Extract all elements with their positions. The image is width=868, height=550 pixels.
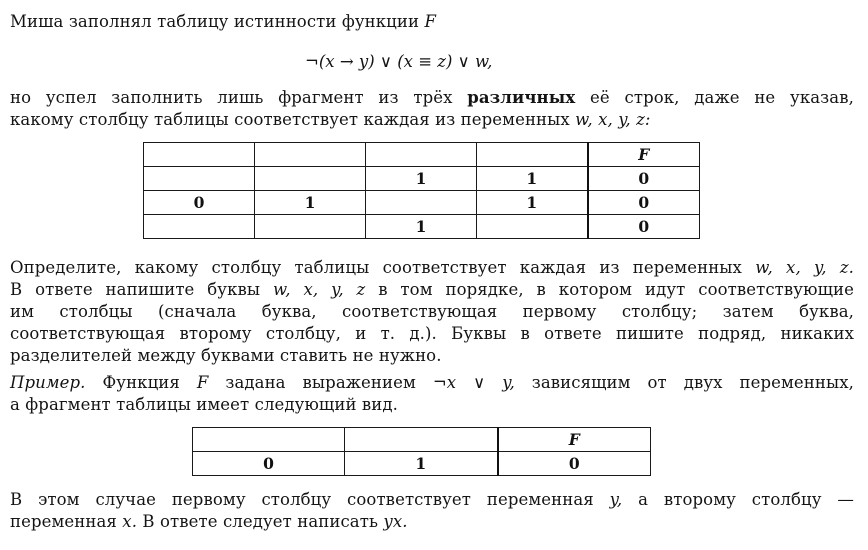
example-expression: ¬x ∨ y,	[432, 373, 515, 392]
para1-line1	[10, 88, 854, 108]
para1-line2-text: какому столбцу таблицы соответствует каждая из переменных	[10, 110, 570, 129]
conclusion-line1-b: а второму столбцу —	[638, 490, 854, 509]
example-line1-b: задана выражением	[225, 373, 416, 392]
para1-line2-vars: w, x, y, z:	[575, 110, 651, 129]
table-row	[144, 191, 700, 215]
table-cell-f: 0	[588, 191, 700, 215]
table-row	[144, 167, 700, 191]
table-header-cell	[193, 428, 345, 452]
table-cell-f: 0	[588, 215, 700, 239]
para2-line5: разделителей между буквами ставить не нужно.	[10, 346, 442, 365]
example-table	[192, 427, 651, 476]
example-label: Пример.	[10, 373, 86, 392]
table-cell	[477, 215, 588, 239]
table-cell	[144, 215, 255, 239]
table-cell: 1	[366, 167, 477, 191]
table-cell	[366, 191, 477, 215]
intro-text: Миша заполнял таблицу истинности функции	[10, 12, 420, 31]
conclusion-var-x: x.	[122, 512, 138, 531]
table-header-f: F	[588, 143, 700, 167]
para1-line2	[10, 110, 854, 130]
table-cell	[255, 215, 366, 239]
example-line1-c: зависящим от двух переменных,	[531, 373, 854, 392]
table-header-f: F	[498, 428, 651, 452]
para2-line2-after: в том порядке, в котором идут соответствующие	[378, 280, 854, 299]
conclusion-var-y: y,	[609, 490, 623, 509]
table-cell: 1	[345, 452, 498, 476]
example-function-name: F	[196, 373, 209, 392]
table-cell: 1	[477, 167, 588, 191]
table-cell: 1	[255, 191, 366, 215]
para1-bold-word: различных	[467, 88, 576, 107]
table-row	[193, 452, 651, 476]
para2-line2-before: В ответе напишите буквы	[10, 280, 261, 299]
conclusion-line1	[10, 490, 854, 510]
table-header-row	[144, 143, 700, 167]
conclusion-answer: yx.	[383, 512, 408, 531]
conclusion-line1-a: В этом случае первому столбцу соответствует переменная	[10, 490, 594, 509]
table-header-cell	[345, 428, 498, 452]
table-cell	[255, 167, 366, 191]
table-cell: 0	[144, 191, 255, 215]
para2-line4: соответствующая второму столбцу, и т. д.). Буквы в ответе пишите подряд, никаких	[10, 324, 854, 343]
table-row	[144, 215, 700, 239]
para1-line1-before: но успел заполнить лишь фрагмент из трёх	[10, 88, 453, 107]
table-cell	[144, 167, 255, 191]
conclusion-line2	[10, 512, 854, 532]
table-header-cell	[366, 143, 477, 167]
para1-line1-after: её строк, даже не указав,	[590, 88, 854, 107]
table-cell: 0	[193, 452, 345, 476]
para2-line1	[10, 258, 854, 278]
function-formula: ¬(x → y) ∨ (x ≡ z) ∨ w,	[305, 52, 493, 71]
table-cell-f: 0	[588, 167, 700, 191]
example-line1	[10, 373, 854, 393]
table-header-cell	[144, 143, 255, 167]
para2-line1-text: Определите, какому столбцу таблицы соответствует каждая из переменных	[10, 258, 742, 277]
table-cell: 1	[366, 215, 477, 239]
truth-table-fragment	[143, 142, 700, 239]
para2-line3: им столбцы (сначала буква, соответствующая первому столбцу; затем буква,	[10, 302, 854, 321]
para2-line2	[10, 280, 854, 300]
conclusion-line2-b: В ответе следует написать	[142, 512, 379, 531]
table-header-cell	[477, 143, 588, 167]
intro-line	[10, 12, 854, 32]
example-line1-a: Функция	[102, 373, 180, 392]
table-header-cell	[255, 143, 366, 167]
example-line2: а фрагмент таблицы имеет следующий вид.	[10, 395, 398, 414]
function-name: F	[424, 12, 437, 31]
table-cell-f: 0	[498, 452, 651, 476]
table-header-row	[193, 428, 651, 452]
conclusion-line2-a: переменная	[10, 512, 117, 531]
para2-line1-vars: w, x, y, z.	[755, 258, 854, 277]
table-cell: 1	[477, 191, 588, 215]
para2-line2-vars: w, x, y, z	[273, 280, 366, 299]
